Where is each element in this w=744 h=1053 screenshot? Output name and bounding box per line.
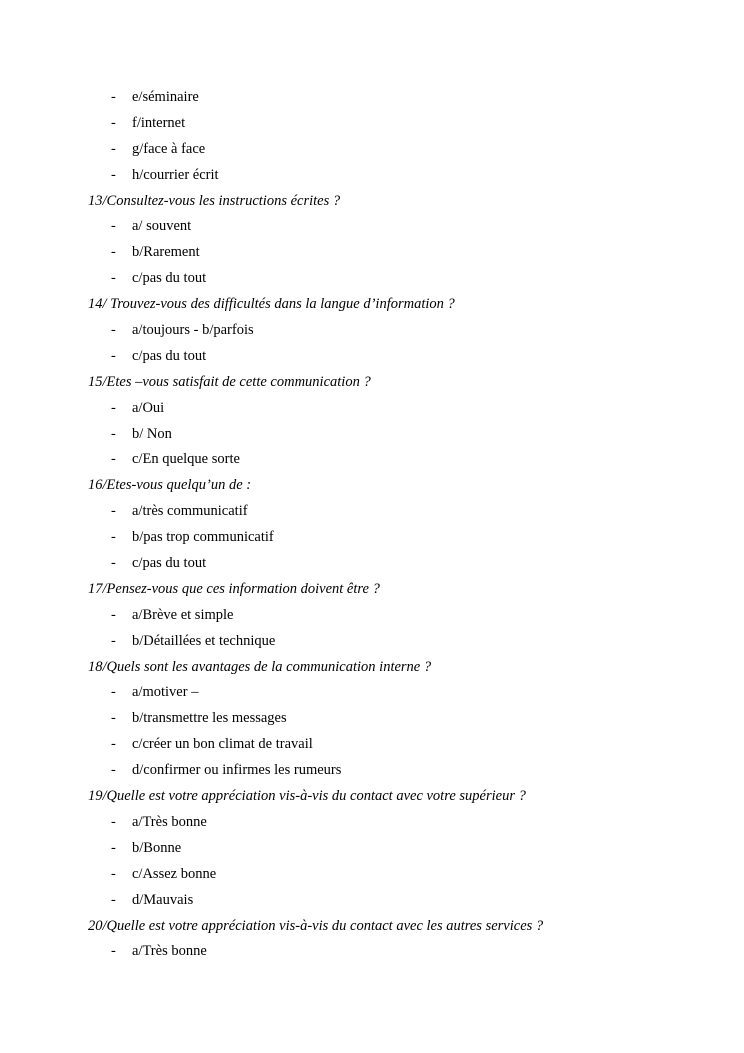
answer-option	[88, 629, 708, 655]
answer-text: b/pas trop communicatif	[132, 529, 274, 546]
answer-option	[88, 888, 708, 914]
bullet-dash: -	[111, 244, 116, 261]
answer-option	[88, 318, 708, 344]
bullet-dash: -	[111, 347, 116, 364]
bullet-dash: -	[111, 451, 116, 468]
bullet-dash: -	[111, 322, 116, 339]
answer-text: c/pas du tout	[132, 270, 207, 287]
bullet-dash: -	[111, 943, 116, 960]
question-line: 14/ Trouvez-vous des difficultés dans la langue d’information ?	[88, 296, 455, 313]
answer-text: a/ souvent	[132, 218, 192, 235]
answer-option	[88, 810, 708, 836]
bullet-dash: -	[111, 399, 116, 416]
answer-text: a/toujours - b/parfois	[132, 322, 254, 339]
bullet-dash: -	[111, 503, 116, 520]
bullet-dash: -	[111, 632, 116, 649]
answer-text: c/En quelque sorte	[132, 451, 240, 468]
answer-option	[88, 862, 708, 888]
answer-option	[88, 499, 708, 525]
question-line: 16/Etes-vous quelqu’un de :	[88, 477, 252, 494]
answer-option	[88, 163, 708, 189]
answer-option	[88, 344, 708, 370]
answer-text: a/motiver –	[132, 684, 199, 701]
answer-option	[88, 137, 708, 163]
answer-text: a/Brève et simple	[132, 606, 234, 623]
bullet-dash: -	[111, 89, 116, 105]
answer-option	[88, 551, 708, 577]
answer-option	[88, 85, 708, 111]
answer-option	[88, 836, 708, 862]
answer-text: b/Bonne	[132, 839, 182, 856]
answer-text: f/internet	[132, 114, 186, 131]
answer-option	[88, 240, 708, 266]
answer-text: b/Rarement	[132, 244, 200, 261]
bullet-dash: -	[111, 710, 116, 727]
questionnaire-content	[88, 85, 708, 965]
answer-text: d/Mauvais	[132, 891, 194, 908]
bullet-dash: -	[111, 839, 116, 856]
bullet-dash: -	[111, 891, 116, 908]
bullet-dash: -	[111, 684, 116, 701]
answer-option	[88, 266, 708, 292]
answer-text: c/Assez bonne	[132, 865, 217, 882]
answer-text: b/Détaillées et technique	[132, 632, 276, 649]
question-line: 17/Pensez-vous que ces information doivent être ?	[88, 580, 380, 597]
question-line: 19/Quelle est votre appréciation vis-à-vis du contact avec votre supérieur ?	[88, 788, 526, 805]
answer-text: c/créer un bon climat de travail	[132, 736, 313, 753]
bullet-dash: -	[111, 425, 116, 442]
answer-text: a/Oui	[132, 399, 165, 416]
answer-text: c/pas du tout	[132, 347, 207, 364]
answer-text: a/Très bonne	[132, 943, 207, 960]
bullet-dash: -	[111, 736, 116, 753]
answer-text: a/Très bonne	[132, 813, 207, 830]
bullet-dash: -	[111, 140, 116, 157]
answer-text: c/pas du tout	[132, 555, 207, 572]
question-line: 20/Quelle est votre appréciation vis-à-vis du contact avec les autres services ?	[88, 917, 544, 934]
answer-option	[88, 447, 708, 473]
answer-text: h/courrier écrit	[132, 166, 219, 183]
bullet-dash: -	[111, 114, 116, 131]
answer-text: a/très communicatif	[132, 503, 248, 520]
bullet-dash: -	[111, 218, 116, 235]
answer-option	[88, 396, 708, 422]
bullet-dash: -	[111, 865, 116, 882]
bullet-dash: -	[111, 762, 116, 779]
answer-option	[88, 422, 708, 448]
question-line: 18/Quels sont les avantages de la communication interne ?	[88, 658, 432, 675]
bullet-dash: -	[111, 270, 116, 287]
bullet-dash: -	[111, 529, 116, 546]
answer-text: b/ Non	[132, 425, 172, 442]
bullet-dash: -	[111, 166, 116, 183]
question-line: 15/Etes –vous satisfait de cette communication ?	[88, 373, 371, 390]
answer-text: d/confirmer ou infirmes les rumeurs	[132, 762, 342, 779]
answer-text: e/séminaire	[132, 89, 199, 105]
bullet-dash: -	[111, 813, 116, 830]
answer-option	[88, 758, 708, 784]
bullet-dash: -	[111, 606, 116, 623]
answer-option	[88, 214, 708, 240]
answer-option	[88, 603, 708, 629]
answer-text: b/transmettre les messages	[132, 710, 287, 727]
answer-text: g/face à face	[132, 140, 206, 157]
answer-option	[88, 939, 708, 965]
bullet-dash: -	[111, 555, 116, 572]
answer-option	[88, 111, 708, 137]
answer-option	[88, 732, 708, 758]
answer-option	[88, 680, 708, 706]
answer-option	[88, 706, 708, 732]
question-line: 13/Consultez-vous les instructions écrites ?	[88, 192, 341, 209]
answer-option	[88, 525, 708, 551]
